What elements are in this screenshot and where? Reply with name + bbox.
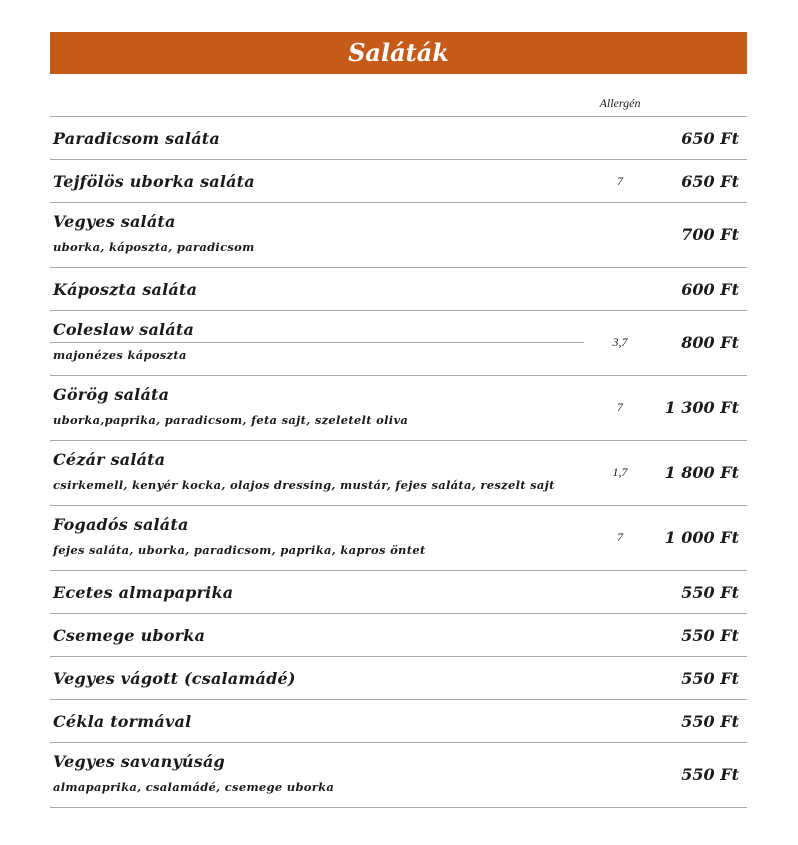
item-price: 650 Ft — [681, 172, 739, 191]
item-price: 800 Ft — [681, 333, 739, 352]
menu-item — [50, 116, 747, 159]
menu-item — [50, 505, 747, 570]
menu-item — [50, 699, 747, 742]
item-name: Vegyes vágott (csalamádé) — [53, 669, 296, 688]
row-divider — [50, 342, 584, 343]
item-price: 1 300 Ft — [664, 398, 739, 417]
allergen-column-header: Allergén — [599, 96, 641, 110]
item-description: csirkemell, kenyér kocka, olajos dressing, mustár, fejes saláta, reszelt sajt — [53, 478, 555, 492]
item-allergen: 7 — [617, 530, 623, 544]
item-name: Ecetes almapaprika — [53, 583, 234, 602]
salad-menu-list — [50, 116, 747, 808]
item-price: 700 Ft — [681, 225, 739, 244]
item-name: Káposzta saláta — [53, 280, 198, 299]
menu-title: Saláták — [50, 32, 747, 74]
item-price: 550 Ft — [681, 626, 739, 645]
item-price: 1 800 Ft — [664, 463, 739, 482]
item-allergen: 7 — [617, 174, 623, 188]
item-description: almapaprika, csalamádé, csemege uborka — [53, 780, 335, 794]
item-price: 1 000 Ft — [664, 528, 739, 547]
menu-item — [50, 159, 747, 202]
item-price: 550 Ft — [681, 669, 739, 688]
item-price: 650 Ft — [681, 129, 739, 148]
menu-item — [50, 656, 747, 699]
menu-item — [50, 267, 747, 310]
item-price: 550 Ft — [681, 765, 739, 784]
item-name: Tejfölös uborka saláta — [53, 172, 255, 191]
item-allergen: 3,7 — [612, 335, 628, 349]
item-name: Csemege uborka — [53, 626, 206, 645]
item-name: Paradicsom saláta — [53, 129, 220, 148]
item-price: 550 Ft — [681, 583, 739, 602]
item-name: Fogadós saláta — [53, 515, 189, 534]
menu-item — [50, 375, 747, 440]
item-name: Coleslaw saláta — [53, 320, 195, 339]
item-allergen: 1,7 — [612, 465, 628, 479]
item-description: uborka, káposzta, paradicsom — [53, 240, 255, 254]
item-name: Görög saláta — [53, 385, 170, 404]
item-price: 550 Ft — [681, 712, 739, 731]
item-description: fejes saláta, uborka, paradicsom, paprika, kapros öntet — [53, 543, 426, 557]
menu-item — [50, 613, 747, 656]
item-name: Vegyes saláta — [53, 212, 176, 231]
item-allergen: 7 — [617, 400, 623, 414]
menu-item — [50, 440, 747, 505]
item-description: uborka,paprika, paradicsom, feta sajt, szeletelt oliva — [53, 413, 409, 427]
item-description: majonézes káposzta — [53, 348, 187, 362]
item-name: Cékla tormával — [53, 712, 192, 731]
item-name: Cézár saláta — [53, 450, 166, 469]
menu-item — [50, 742, 747, 808]
menu-item — [50, 570, 747, 613]
item-name: Vegyes savanyúság — [53, 752, 225, 771]
menu-item — [50, 310, 747, 375]
menu-item — [50, 202, 747, 267]
item-price: 600 Ft — [681, 280, 739, 299]
